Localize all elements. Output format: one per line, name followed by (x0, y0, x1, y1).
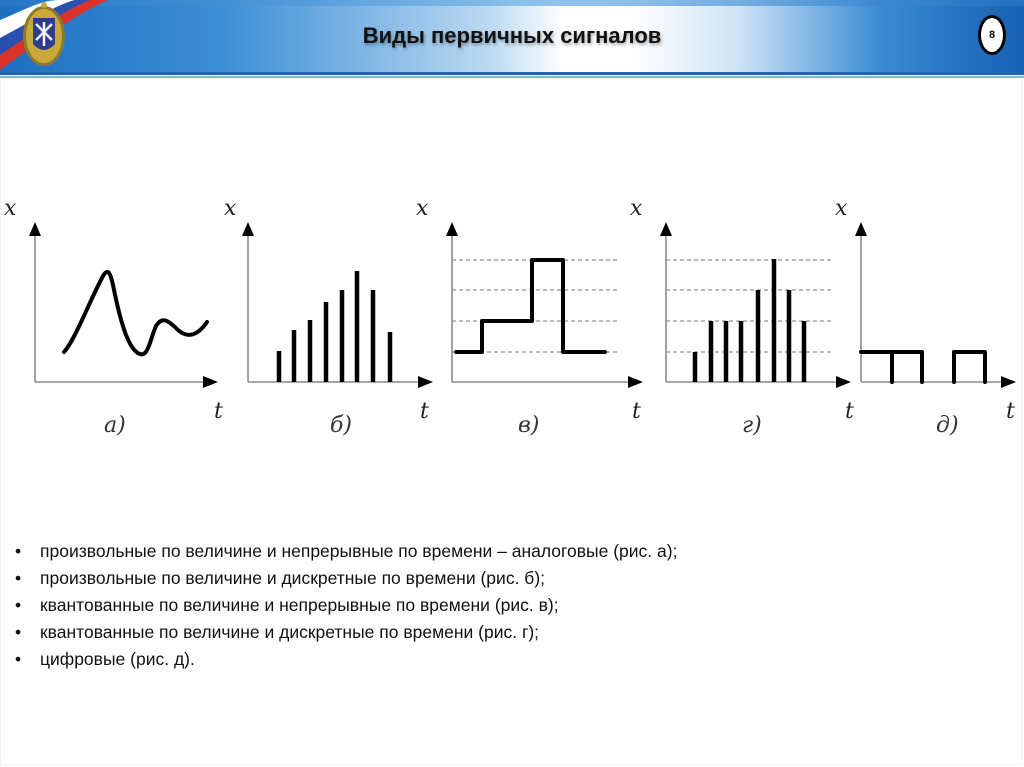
y-axis-label: x (630, 196, 643, 221)
bullet-icon: • (15, 541, 22, 561)
panel-b-discrete-time (224, 196, 433, 438)
list-item (10, 538, 1010, 565)
y-axis-label: x (4, 196, 17, 221)
list-item-text: произвольные по величине и непрерывные по времени – аналоговые (рис. а); (40, 541, 678, 561)
list-item-text: квантованные по величине и дискретные по времени (рис. г); (40, 622, 540, 642)
x-axis-label: t (214, 399, 223, 424)
panel-g-quantized-discrete (630, 196, 851, 438)
list-item-text: произвольные по величине и дискретные по времени (рис. б); (40, 568, 546, 588)
header-divider (0, 72, 1024, 75)
panel-v-quantized-continuous (416, 196, 643, 438)
bullet-icon: • (15, 595, 22, 615)
y-axis-label: x (224, 196, 237, 221)
slide-header (0, 0, 1024, 72)
bullet-icon: • (15, 568, 22, 588)
signal-types-list (10, 538, 1010, 673)
bullet-icon: • (15, 622, 22, 642)
panel-d-digital (835, 196, 1016, 438)
x-axis-label: t (420, 399, 429, 424)
panel-caption: г) (742, 413, 762, 438)
signal-types-figure (0, 185, 1024, 445)
list-item-text: квантованные по величине и непрерывные по времени (рис. в); (40, 595, 559, 615)
panel-caption: в) (518, 413, 540, 438)
panel-a-analog (4, 196, 223, 438)
x-axis-label: t (632, 399, 641, 424)
panel-caption: д) (936, 413, 959, 438)
list-item (10, 592, 1010, 619)
panel-caption: б) (330, 413, 353, 438)
list-item (10, 565, 1010, 592)
page-number: 8 (988, 29, 996, 41)
x-axis-label: t (1006, 399, 1015, 424)
list-item (10, 619, 1010, 646)
bullet-icon: • (15, 649, 22, 669)
x-axis-label: t (845, 399, 854, 424)
header-highlight (0, 0, 1024, 6)
slide-title: Виды первичных сигналов (362, 23, 662, 48)
y-axis-label: x (835, 196, 848, 221)
list-item-text: цифровые (рис. д). (40, 649, 195, 669)
panel-caption: а) (104, 413, 126, 438)
list-item (10, 646, 1010, 673)
header-divider-light (0, 76, 1024, 78)
page-number-badge (978, 15, 1006, 55)
y-axis-label: x (416, 196, 429, 221)
